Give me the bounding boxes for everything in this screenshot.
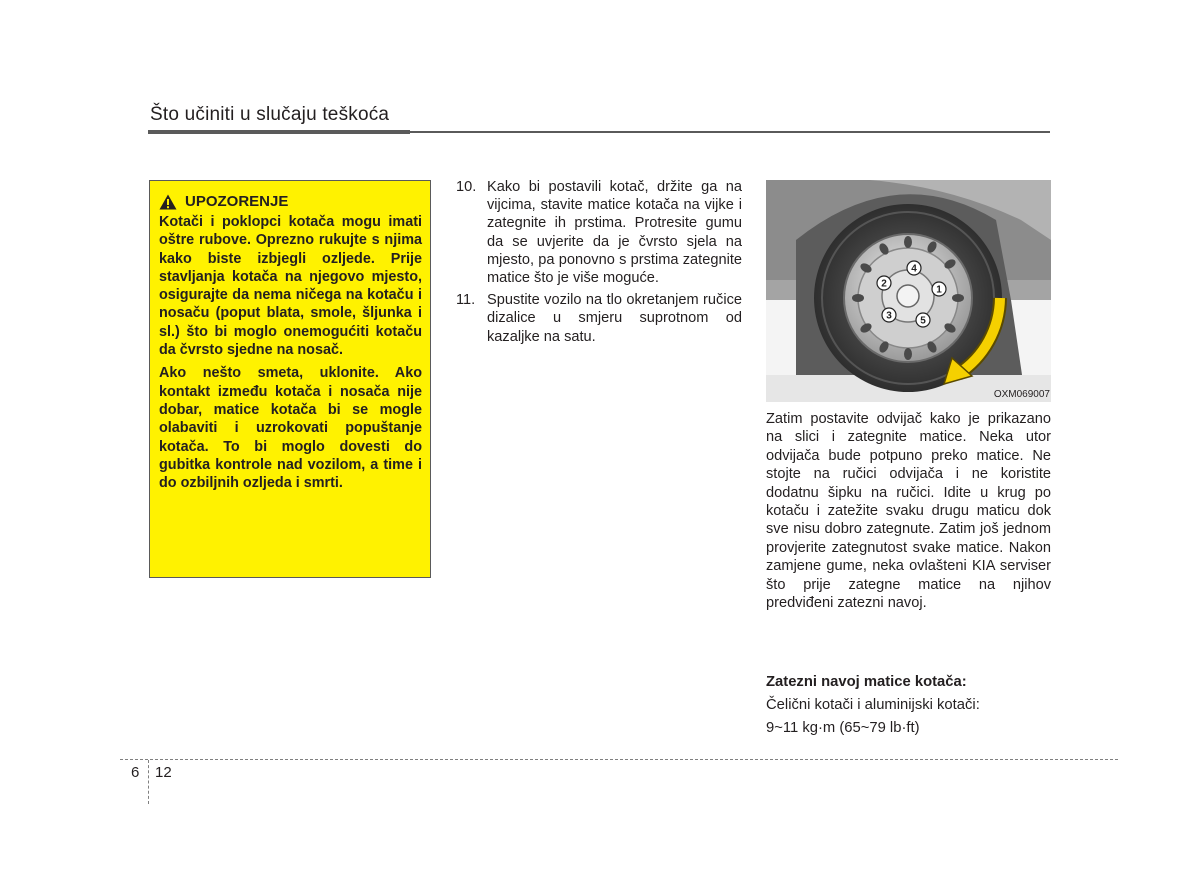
step-number: 11.: [456, 292, 476, 309]
step-item: [456, 178, 742, 287]
warning-box: [149, 180, 431, 578]
page-number: 12: [155, 764, 172, 781]
chapter-number: 6: [131, 764, 140, 781]
spec-value: 9~11 kg·m (65~79 lb·ft): [766, 720, 920, 736]
figure-caption: OXM069007: [993, 389, 1050, 400]
spec-title: Zatezni navoj matice kotača:: [766, 674, 967, 690]
wheel-illustration: [766, 180, 1051, 402]
spec-line: Čelični kotači i aluminijski kotači:: [766, 697, 980, 713]
step-number: 10.: [456, 179, 477, 195]
body-paragraph: Zatim postavite odvijač kako je prikazano na slici i zategnite matice. Neka utor odvijača bude potpuno preko matice. Ne stojte na ručici odvijača i ne koristite dodatnu šipku na ručici. Idite u krug po kotaču i zatežite svaku drugu maticu dok sve nisu dobro zategnute. Zatim još jednom provjerite zategnutost svake matice. Nakon zamjene gume, neka ovlašteni KIA serviser što prije zategne matice na njihov predviđeni zatezni navoj.: [766, 411, 1051, 612]
nut-label: 5: [920, 315, 926, 327]
nut-label: 1: [936, 284, 942, 296]
warning-heading: [159, 193, 422, 210]
warning-paragraph-1: Kotači i poklopci kotača mogu imati oštre rubove. Oprezno rukujte s njima kako biste izbjegli ozljede. Prije stavljanja kotača na njegovo mjesto, osigurajte da nema ničega na kotaču i nosaču (poput blata, smole, šljunka i sl.) što bi moglo onemogućiti kotaču da čvrsto sjedne na nosač.: [159, 214, 422, 359]
nut-label: 2: [881, 278, 887, 290]
header-rule-thick: [148, 130, 410, 134]
step-text: Kako bi postavili kotač, držite ga na vijcima, stavite matice kotača na vijke i zategnite ih prstima. Protresite gumu da se uvjerite da je čvrsto sjela na mjesto, pa ponovno s prstima zategnite matice što je više moguće.: [487, 179, 742, 287]
warning-paragraph-2: Ako nešto smeta, uklonite. Ako kontakt između kotača i nosača nije dobar, matice kotača bi se mogle olabaviti i uzrokovati popuštanje kotača. To bi moglo dovesti do gubitka kontrole nad vozilom, a time i do ozbiljnih ozljeda i smrti.: [159, 365, 422, 492]
steps-list: [456, 178, 742, 350]
page-title: Što učiniti u slučaju teškoća: [150, 104, 390, 125]
header-rule-thin: [410, 131, 1050, 133]
nut-label: 4: [911, 263, 917, 275]
nut-label: 3: [886, 310, 892, 322]
warning-title: UPOZORENJE: [185, 193, 289, 210]
footer-divider: [148, 760, 149, 804]
step-item: [456, 291, 742, 346]
footer-rule: [120, 759, 1118, 760]
step-text: Spustite vozilo na tlo okretanjem ručice dizalice u smjeru suprotnom od kazaljke na satu.: [487, 292, 742, 345]
warning-triangle-icon: [159, 194, 177, 210]
